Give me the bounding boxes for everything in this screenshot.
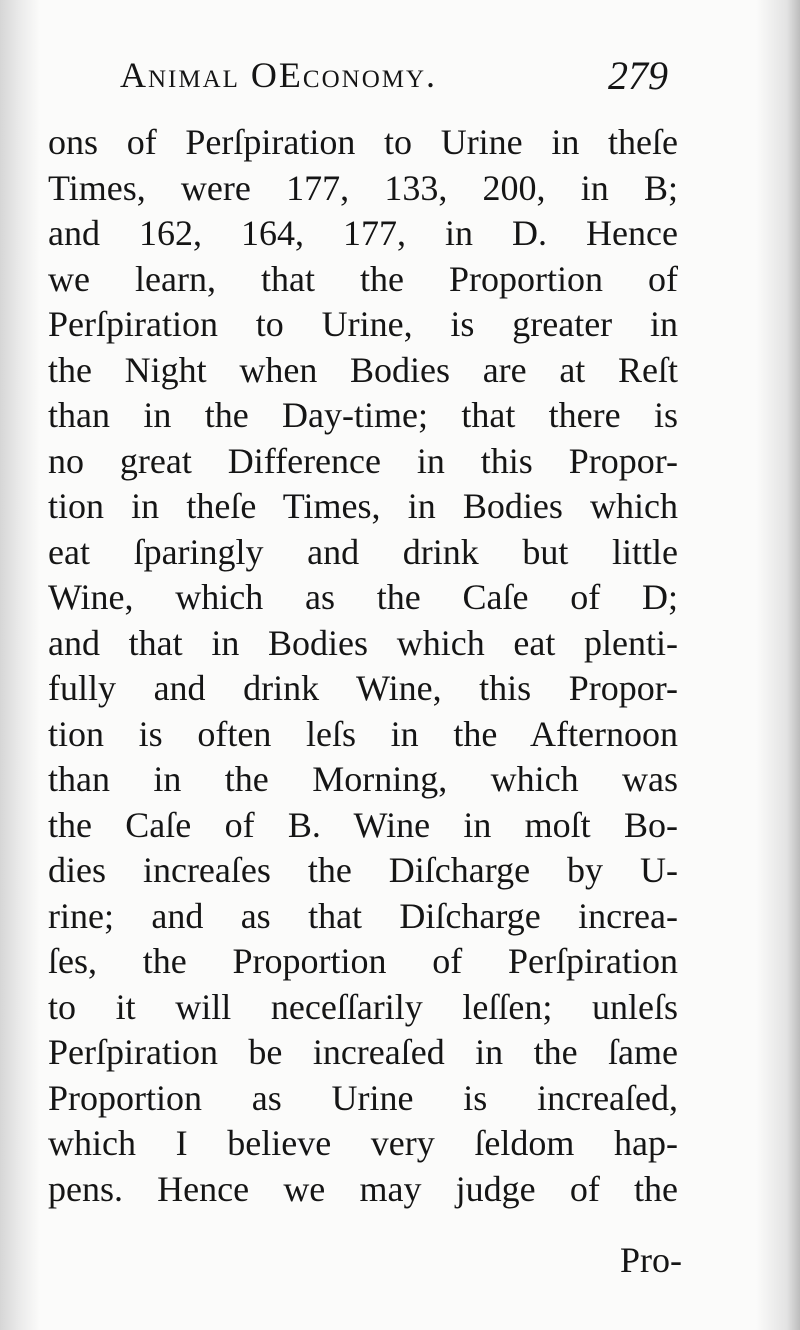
text-line: the Night when Bodies are at Reſt: [48, 349, 678, 390]
running-head-title: Animal OEconomy.: [120, 55, 438, 95]
text-line: ons of Perſpiration to Urine in theſe: [48, 122, 678, 162]
text-line: tion is often leſs in the Afternoon: [48, 713, 678, 754]
text-line: tion in theſe Times, in Bodies which: [48, 486, 678, 526]
text-line: pens. Hence we may judge of the: [48, 1168, 678, 1209]
text-line: and 162, 164, 177, in D. Hence: [48, 213, 678, 253]
text-line: to it will neceſſarily leſſen; unleſs: [48, 986, 678, 1027]
text-line: we learn, that the Proportion of: [48, 258, 678, 299]
text-line: rine; and as that Diſcharge increa-: [48, 895, 678, 936]
text-line: which I believe very ſeldom hap-: [48, 1123, 678, 1163]
text-line: Times, were 177, 133, 200, in B;: [48, 167, 678, 208]
page-edge: [756, 0, 800, 1330]
text-line: dies increaſes the Diſcharge by U-: [48, 850, 678, 890]
running-head: [120, 44, 680, 104]
text-line: Perſpiration to Urine, is greater in: [48, 304, 678, 344]
text-line: eat ſparingly and drink but little: [48, 531, 678, 572]
gutter-shadow: [0, 0, 40, 1330]
catchword: Pro-: [620, 1240, 682, 1280]
page-number: 279: [608, 53, 668, 98]
text-line: the Caſe of B. Wine in moſt Bo-: [48, 804, 678, 845]
text-line: Proportion as Urine is increaſed,: [48, 1077, 678, 1118]
text-line: than in the Day-time; that there is: [48, 395, 678, 435]
text-line: Perſpiration be increaſed in the ſame: [48, 1032, 678, 1072]
text-line: Wine, which as the Caſe of D;: [48, 577, 678, 617]
text-line: and that in Bodies which eat plenti-: [48, 622, 678, 663]
body-text: [48, 120, 678, 1212]
text-line: ſes, the Proportion of Perſpiration: [48, 941, 678, 981]
text-line: fully and drink Wine, this Propor-: [48, 668, 678, 708]
text-line: than in the Morning, which was: [48, 759, 678, 799]
text-line: no great Difference in this Propor-: [48, 440, 678, 481]
